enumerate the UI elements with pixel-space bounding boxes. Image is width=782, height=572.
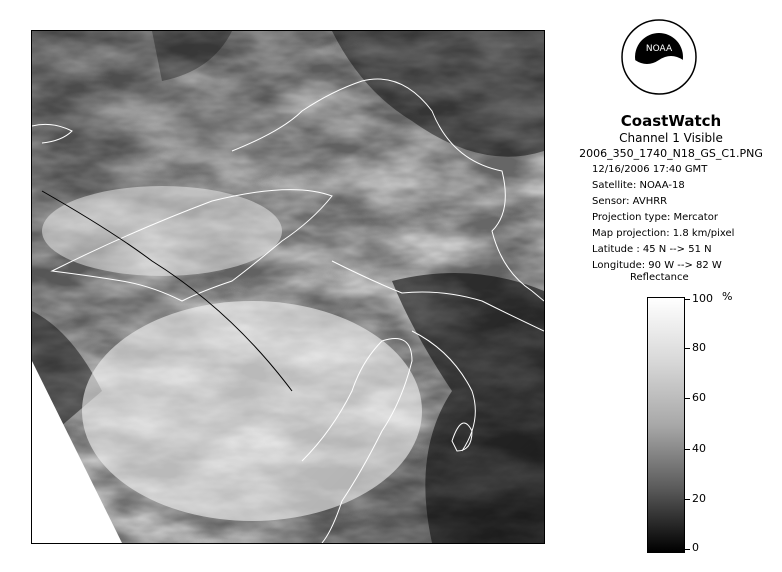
channel-subtitle: Channel 1 Visible: [619, 131, 723, 145]
satellite-label: Satellite: NOAA-18: [592, 180, 685, 191]
logo-center-text: NOAA: [645, 44, 673, 54]
colorbar-tick: [684, 299, 690, 300]
sensor-label: Sensor: AVHRR: [592, 196, 668, 207]
colorbar-tick-label: 0: [692, 541, 699, 554]
colorbar-tick: [684, 449, 690, 450]
reflectance-colorbar: [647, 297, 685, 553]
datetime-label: 12/16/2006 17:40 GMT: [592, 164, 708, 175]
colorbar-title: Reflectance: [630, 272, 689, 283]
colorbar-tick-label: 100: [692, 292, 713, 305]
longitude-label: Longitude: 90 W --> 82 W: [592, 260, 722, 271]
colorbar-tick: [684, 348, 690, 349]
map-projection-label: Map projection: 1.8 km/pixel: [592, 228, 735, 239]
colorbar-tick: [684, 549, 690, 550]
projection-label: Projection type: Mercator: [592, 212, 718, 223]
filename-label: 2006_350_1740_N18_GS_C1.PNG: [579, 147, 763, 160]
colorbar-tick-label: 40: [692, 442, 706, 455]
colorbar-tick-label: 60: [692, 391, 706, 404]
noaa-logo-icon: [620, 18, 698, 96]
latitude-label: Latitude : 45 N --> 51 N: [592, 244, 712, 255]
colorbar-tick: [684, 398, 690, 399]
colorbar-unit: %: [722, 290, 733, 303]
satellite-image: [31, 30, 545, 544]
colorbar-tick-label: 80: [692, 341, 706, 354]
app-title: CoastWatch: [620, 112, 722, 130]
cloud-imagery: [32, 31, 544, 543]
colorbar-tick-label: 20: [692, 492, 706, 505]
colorbar-tick: [684, 499, 690, 500]
